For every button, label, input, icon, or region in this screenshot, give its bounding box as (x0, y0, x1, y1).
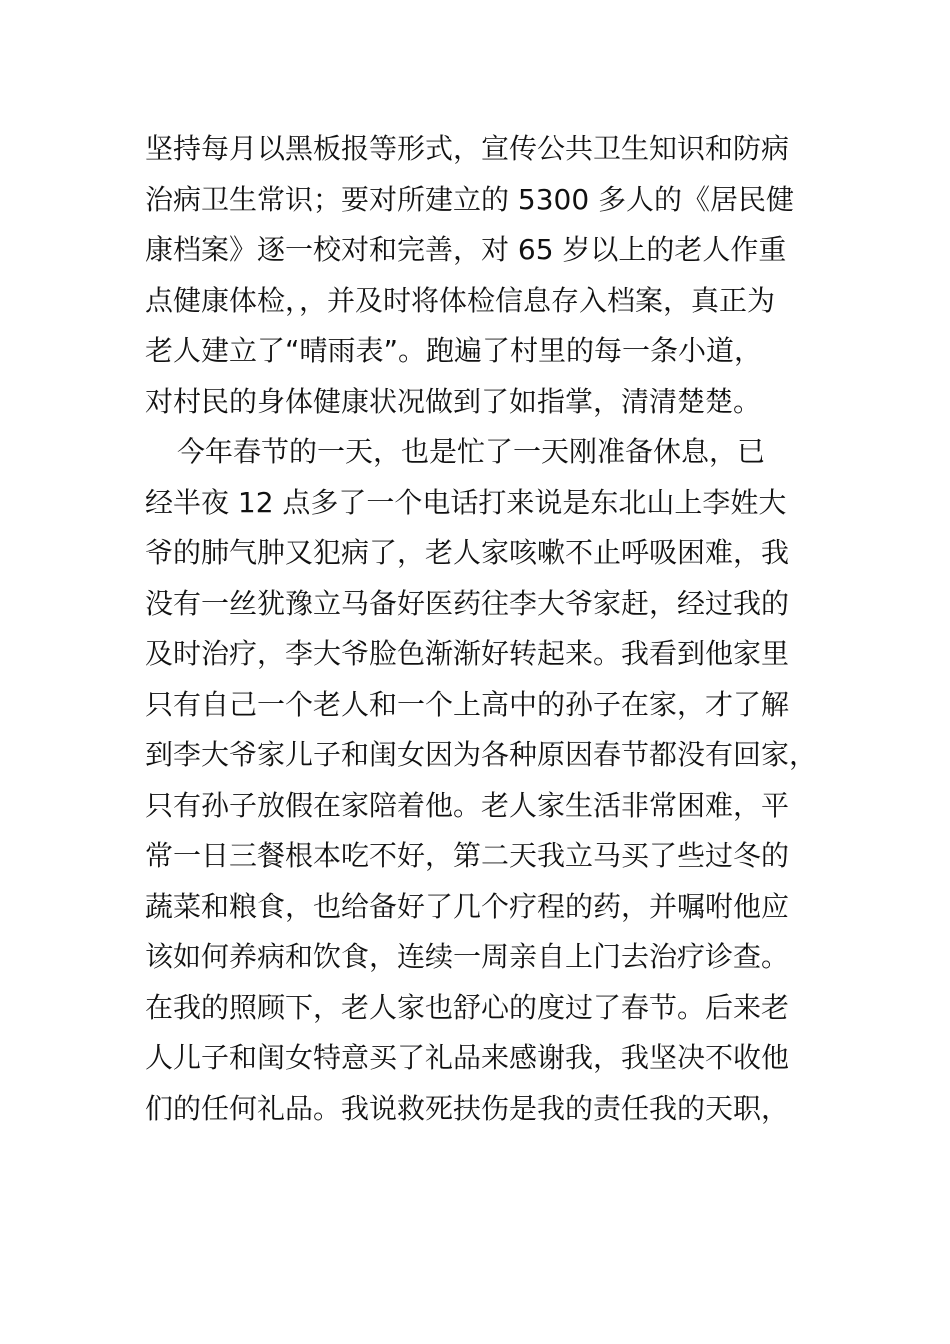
text-line: 常一日三餐根本吃不好，第二天我立马买了些过冬的 (145, 839, 790, 872)
text-line: 爷的肺气肿又犯病了，老人家咳嗽不止呼吸困难，我 (145, 536, 790, 569)
paragraph-2 (145, 427, 835, 1134)
text-line: 对村民的身体健康状况做到了如指掌，清清楚楚。 (145, 384, 762, 418)
text-line: 只有孙子放假在家陪着他。老人家生活非常困难，平 (145, 788, 790, 822)
text-line: 们的任何礼品。我说救死扶伤是我的责任我的天职， (145, 1091, 790, 1125)
text-line: 点健康体检，，并及时将体检信息存入档案，真正为 (145, 283, 776, 317)
text-line: 在我的照顾下，老人家也舒心的度过了春节。后来老 (145, 990, 790, 1024)
text-line: 康档案》逐一校对和完善，对 65 岁以上的老人作重 (145, 233, 787, 266)
text-line: 只有自己一个老人和一个上高中的孙子在家，才了解 (145, 687, 790, 721)
text-line: 老人建立了“晴雨表”。跑遍了村里的每一条小道， (145, 334, 763, 367)
text-line: 治病卫生常识；要对所建立的 5300 多人的《居民健 (145, 182, 795, 216)
body-text (145, 124, 835, 1134)
text-line: 该如何养病和饮食，连续一周亲自上门去治疗诊查。 (145, 940, 790, 973)
text-line: 经半夜 12 点多了一个电话打来说是东北山上李姓大 (145, 485, 787, 519)
text-line: 人儿子和闺女特意买了礼品来感谢我，我坚决不收他 (145, 1041, 790, 1074)
text-line: 到李大爷家儿子和闺女因为各种原因春节都没有回家， (145, 738, 818, 771)
text-line: 及时治疗，李大爷脸色渐渐好转起来。我看到他家里 (145, 637, 790, 670)
text-line: 蔬菜和粮食，也给备好了几个疗程的药，并嘱咐他应 (145, 889, 790, 923)
text-line: 坚持每月以黑板报等形式，宣传公共卫生知识和防病 (145, 132, 790, 165)
paragraph-1 (145, 124, 835, 427)
text-line: 今年春节的一天，也是忙了一天刚准备休息，已 (177, 435, 766, 468)
text-line: 没有一丝犹豫立马备好医药往李大爷家赶，经过我的 (145, 586, 790, 620)
